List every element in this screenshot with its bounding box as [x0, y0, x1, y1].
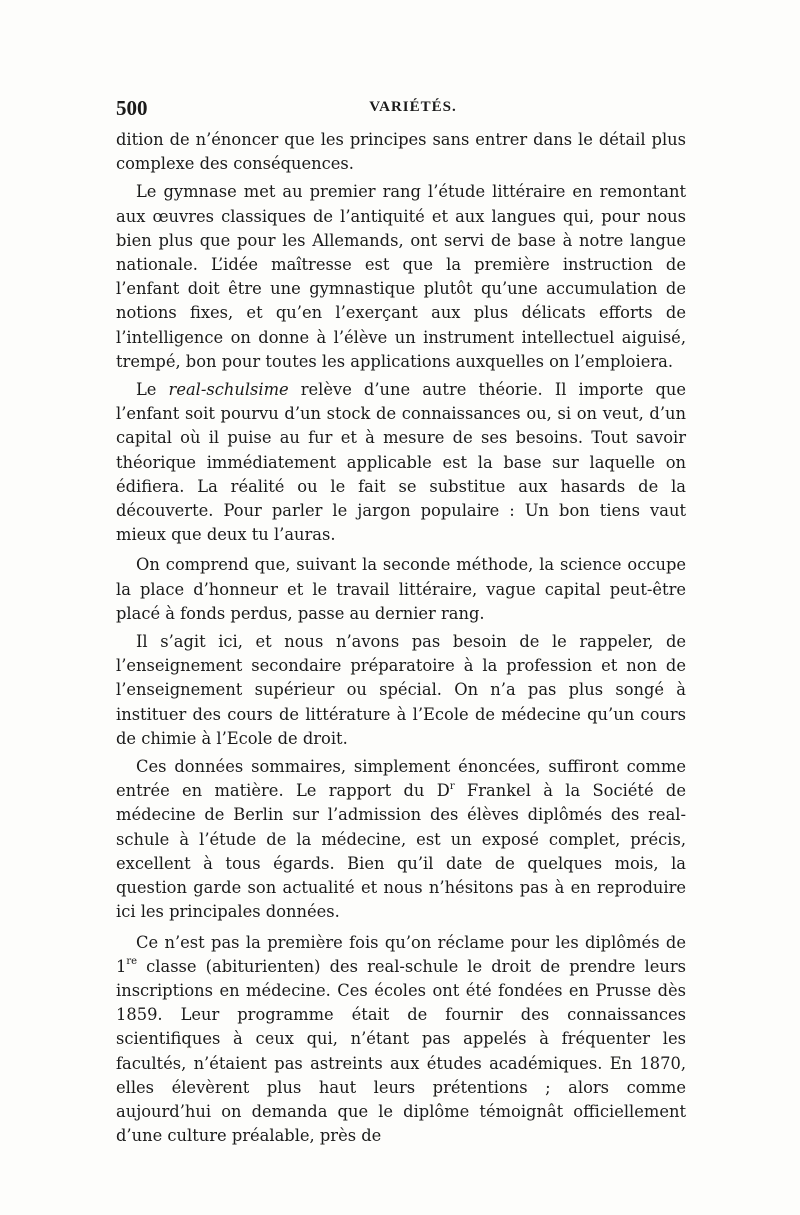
paragraph: Le real-schulsime relève d’une autre théorie. Il importe que l’enfant soit pourvu d’un stock de connaissances ou, si on veut, d’un capital où il puise au fur et à mesure de ses besoins. Tout savoir théorique immédiatement applicable est la base sur laquelle on édifiera. La réalité ou le fait se substitue aux hasards de la découverte. Pour parler le jargon populaire : Un bon tiens vaut mieux que deux tu l’auras. — [116, 380, 687, 545]
superscript: r — [449, 780, 455, 792]
running-title: VARIÉTÉS. — [369, 99, 457, 115]
paragraph: Ces données sommaires, simplement énoncées, suffiront comme entrée en matière. Le rapport du $D^r$ Frankel à la Société de médecine de Berlin sur l’admission des élèves diplômés des real-schule à l’étude de la médecine, est un exposé complet, précis, excellent à tous égards. Bien qu’il date de quelques mois, la question garde son actualité et nous n’hésitons pas à en reproduire ici les principales données. — [116, 757, 686, 922]
italic-term: real-schulsime — [168, 380, 289, 400]
paragraph: On comprend que, suivant la seconde méthode, la science occupe la place d’honneur et le travail littéraire, vague capital peut-être placé à fonds perdus, passe au dernier rang. — [116, 555, 686, 623]
paragraph: Ce n’est pas la première fois qu’on réclame pour les diplômés de 1re classe (abiturienten) des real-schule le droit de prendre leurs inscriptions en médecine. Ces écoles ont été fondées en Prusse dès 1859. Leur programme était de fournir des connaissances scientifiques à ceux qui, n’étant pas appelés à fréquenter les facultés, n’étaient pas astreints aux études académiques. En 1870, elles élevèrent plus haut leurs prétentions ; alors comme aujourd’hui on demanda que le diplôme témoignât officiellement d’une culture préalable, près de — [116, 932, 686, 1146]
superscript: re — [126, 956, 138, 968]
paragraph: Le gymnase met au premier rang l’étude littéraire en remontant aux œuvres classiques de l’antiquité et aux langues qui, pour nous bien plus que pour les Allemands, ont servi de base à notre langue nationale. L’idée maîtresse est que la première instruction de l’enfant doit être une gymnastique plutôt qu’une accumulation de notions fixes, et qu’en l’exerçant aux plus délicats efforts de l’intelligence on donne à l’élève un instrument intellectuel aiguisé, trempé, bon pour toutes les applications auxquelles on l’emploiera. — [116, 182, 686, 371]
body-text — [116, 128, 686, 1152]
running-head — [116, 96, 686, 122]
paragraph: Il s’agit ici, et nous n’avons pas besoin de le rappeler, de l’enseignement secondaire préparatoire à la profession et non de l’enseignement supérieur ou spécial. On n’a pas plus songé à instituer des cours de littérature à l’Ecole de médecine qu’un cours de chimie à l’Ecole de droit. — [116, 632, 686, 748]
page-number: 500 — [116, 96, 148, 120]
paragraph: dition de n’énoncer que les principes sans entrer dans le détail plus complexe des conséquences. — [116, 130, 686, 174]
